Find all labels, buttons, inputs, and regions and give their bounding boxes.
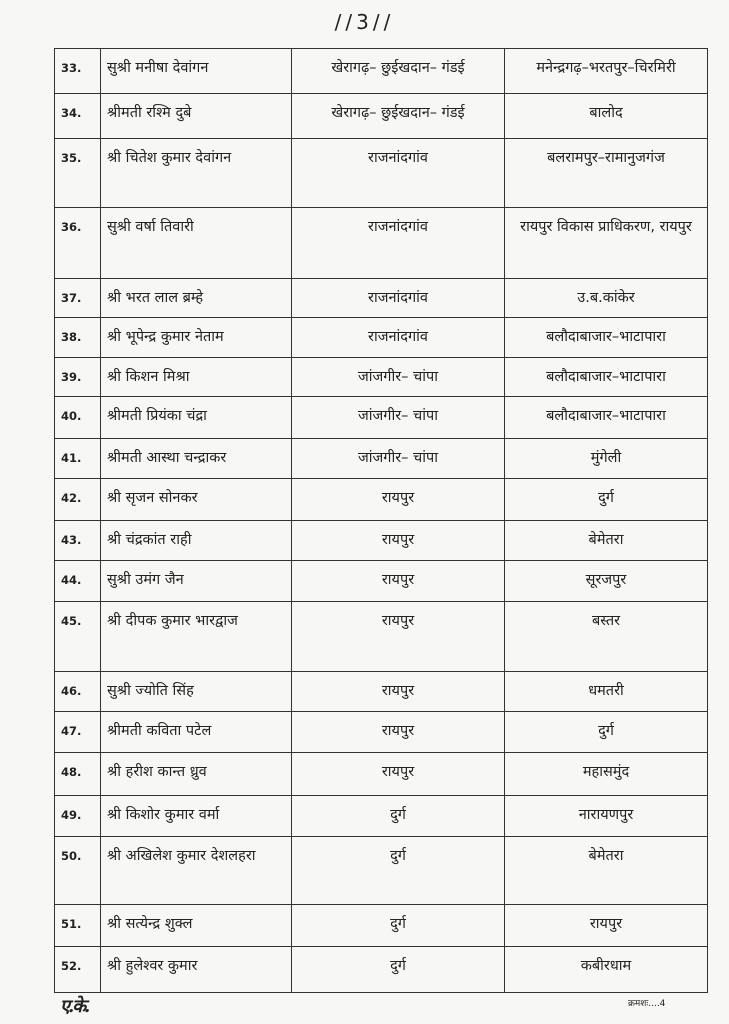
new-posting: धमतरी (505, 672, 708, 712)
officer-name: श्री भूपेन्द्र कुमार नेताम (101, 318, 292, 358)
current-posting: रायपुर (292, 672, 505, 712)
new-posting: सूरजपुर (505, 561, 708, 602)
table-row (55, 602, 708, 672)
new-posting: उ.ब.कांकेर (505, 279, 708, 318)
table-row (55, 753, 708, 796)
current-posting: राजनांदगांव (292, 139, 505, 208)
officer-name: श्री अखिलेश कुमार देशलहरा (101, 837, 292, 905)
table-row (55, 49, 708, 94)
officer-name: श्री दीपक कुमार भारद्वाज (101, 602, 292, 672)
officer-name: श्री चंद्रकांत राही (101, 521, 292, 561)
current-posting: रायपुर (292, 712, 505, 753)
table-row (55, 439, 708, 479)
new-posting: बेमेतरा (505, 521, 708, 561)
new-posting: दुर्ग (505, 479, 708, 521)
serial-number: 35. (55, 139, 101, 208)
new-posting: महासमुंद (505, 753, 708, 796)
table-row (55, 397, 708, 439)
serial-number: 41. (55, 439, 101, 479)
table-row (55, 521, 708, 561)
officer-name: श्रीमती आस्था चन्द्राकर (101, 439, 292, 479)
new-posting: बलौदाबाजार–भाटापारा (505, 318, 708, 358)
table-row (55, 139, 708, 208)
new-posting: बेमेतरा (505, 837, 708, 905)
current-posting: रायपुर (292, 561, 505, 602)
new-posting: रायपुर विकास प्राधिकरण, रायपुर (505, 208, 708, 279)
serial-number: 34. (55, 94, 101, 139)
current-posting: रायपुर (292, 602, 505, 672)
new-posting: मनेन्द्रगढ़–भरतपुर–चिरमिरी (505, 49, 708, 94)
serial-number: 40. (55, 397, 101, 439)
serial-number: 48. (55, 753, 101, 796)
serial-number: 36. (55, 208, 101, 279)
officer-name: श्रीमती रश्मि दुबे (101, 94, 292, 139)
serial-number: 37. (55, 279, 101, 318)
current-posting: राजनांदगांव (292, 318, 505, 358)
table-row (55, 905, 708, 947)
current-posting: जांजगीर– चांपा (292, 439, 505, 479)
current-posting: जांजगीर– चांपा (292, 397, 505, 439)
table-row (55, 712, 708, 753)
table-row (55, 94, 708, 139)
serial-number: 46. (55, 672, 101, 712)
officer-name: श्री किशन मिश्रा (101, 358, 292, 397)
officer-name: श्रीमती प्रियंका चंद्रा (101, 397, 292, 439)
new-posting: नारायणपुर (505, 796, 708, 837)
serial-number: 45. (55, 602, 101, 672)
new-posting: रायपुर (505, 905, 708, 947)
current-posting: रायपुर (292, 521, 505, 561)
current-posting: खेरागढ़– छुईखदान– गंडई (292, 49, 505, 94)
serial-number: 51. (55, 905, 101, 947)
officer-name: श्रीमती कविता पटेल (101, 712, 292, 753)
current-posting: राजनांदगांव (292, 208, 505, 279)
current-posting: जांजगीर– चांपा (292, 358, 505, 397)
table-row (55, 318, 708, 358)
officer-name: सुश्री उमंग जैन (101, 561, 292, 602)
table-row (55, 479, 708, 521)
serial-number: 44. (55, 561, 101, 602)
new-posting: बालोद (505, 94, 708, 139)
current-posting: रायपुर (292, 753, 505, 796)
page-number: //3// (334, 10, 395, 34)
serial-number: 38. (55, 318, 101, 358)
serial-number: 43. (55, 521, 101, 561)
signature-initials: ए.के. (60, 996, 89, 1017)
new-posting: दुर्ग (505, 712, 708, 753)
serial-number: 42. (55, 479, 101, 521)
officer-name: सुश्री मनीषा देवांगन (101, 49, 292, 94)
officer-name: श्री हरीश कान्त ध्रुव (101, 753, 292, 796)
current-posting: दुर्ग (292, 905, 505, 947)
new-posting: मुंगेली (505, 439, 708, 479)
table-row (55, 358, 708, 397)
officer-name: श्री किशोर कुमार वर्मा (101, 796, 292, 837)
current-posting: रायपुर (292, 479, 505, 521)
table-row (55, 672, 708, 712)
current-posting: राजनांदगांव (292, 279, 505, 318)
officer-name: सुश्री वर्षा तिवारी (101, 208, 292, 279)
current-posting: खेरागढ़– छुईखदान– गंडई (292, 94, 505, 139)
table-row (55, 796, 708, 837)
officer-name: श्री हुलेश्वर कुमार (101, 947, 292, 993)
officer-name: श्री सृजन सोनकर (101, 479, 292, 521)
serial-number: 33. (55, 49, 101, 94)
table-row (55, 279, 708, 318)
new-posting: बलौदाबाजार–भाटापारा (505, 397, 708, 439)
table-row (55, 947, 708, 993)
officer-name: श्री भरत लाल ब्रम्हे (101, 279, 292, 318)
current-posting: दुर्ग (292, 796, 505, 837)
current-posting: दुर्ग (292, 947, 505, 993)
new-posting: कबीरधाम (505, 947, 708, 993)
new-posting: बलरामपुर–रामानुजगंज (505, 139, 708, 208)
serial-number: 50. (55, 837, 101, 905)
serial-number: 49. (55, 796, 101, 837)
current-posting: दुर्ग (292, 837, 505, 905)
officer-name: श्री चितेश कुमार देवांगन (101, 139, 292, 208)
continued-marker: क्रमशः....4 (628, 999, 666, 1009)
table-row (55, 208, 708, 279)
officer-name: सुश्री ज्योति सिंह (101, 672, 292, 712)
table-row (55, 837, 708, 905)
new-posting: बस्तर (505, 602, 708, 672)
serial-number: 47. (55, 712, 101, 753)
transfer-table (54, 48, 708, 993)
officer-name: श्री सत्येन्द्र शुक्ल (101, 905, 292, 947)
serial-number: 52. (55, 947, 101, 993)
new-posting: बलौदाबाजार–भाटापारा (505, 358, 708, 397)
table-row (55, 561, 708, 602)
serial-number: 39. (55, 358, 101, 397)
